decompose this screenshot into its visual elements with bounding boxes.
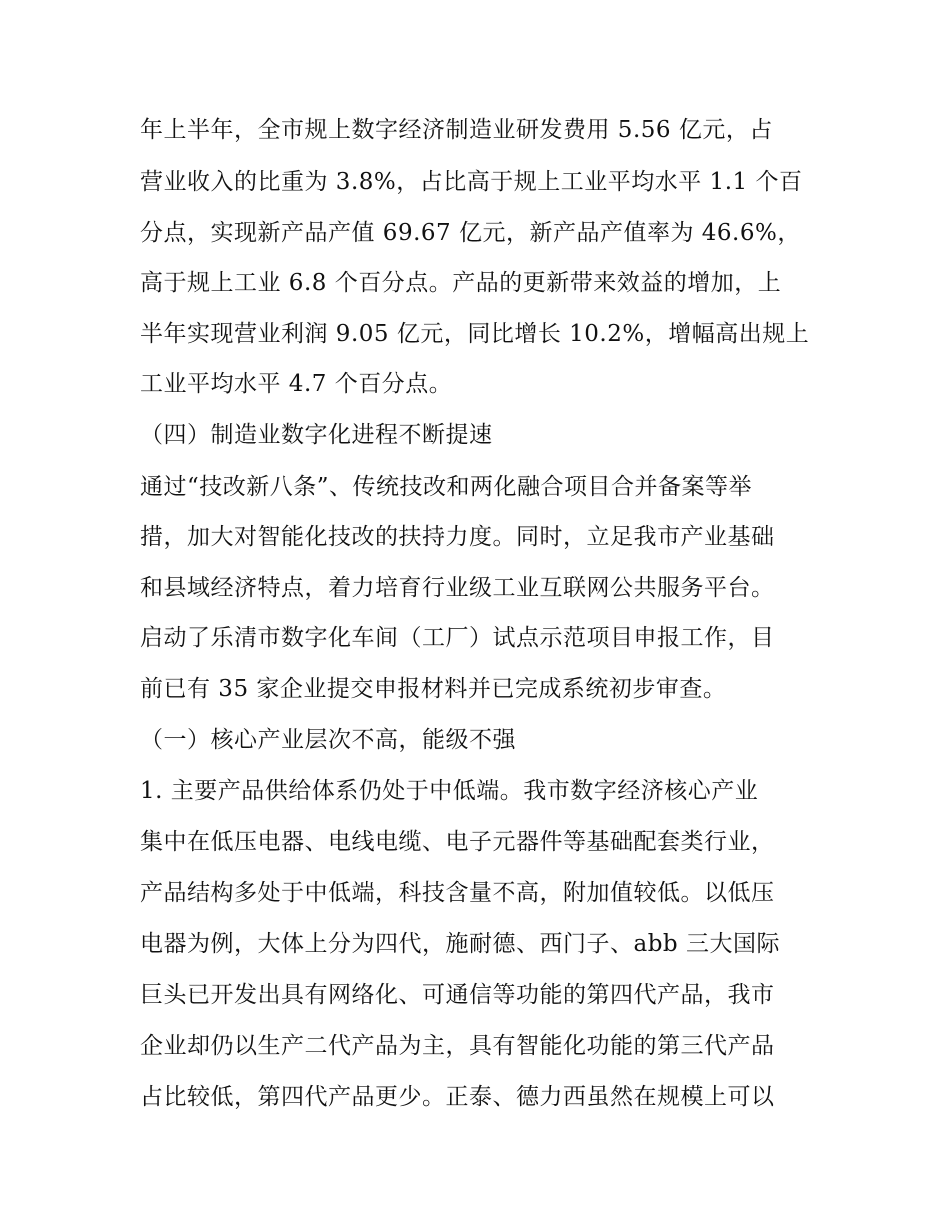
paragraph-line: 前已有 35 家企业提交申报材料并已完成系统初步审查。 <box>140 676 727 702</box>
paragraph-line: 电器为例，大体上分为四代，施耐德、西门子、abb 三大国际 <box>140 931 780 957</box>
paragraph-line: 和县域经济特点，着力培育行业级工业互联网公共服务平台。 <box>140 575 775 601</box>
paragraph-line: 集中在低压电器、电线电缆、电子元器件等基础配套类行业， <box>140 829 775 855</box>
paragraph-line: 启动了乐清市数字化车间（工厂）试点示范项目申报工作，目 <box>140 625 775 651</box>
paragraph-line: 巨头已开发出具有网络化、可通信等功能的第四代产品，我市 <box>140 982 775 1008</box>
section-heading: （一）核心产业层次不高，能级不强 <box>140 727 516 753</box>
paragraph-line: 企业却仍以生产二代产品为主，具有智能化功能的第三代产品 <box>140 1033 775 1059</box>
paragraph-line: 年上半年，全市规上数字经济制造业研发费用 5.56 亿元，占 <box>140 117 773 143</box>
paragraph-line: 工业平均水平 4.7 个百分点。 <box>140 371 453 397</box>
paragraph-line: 产品结构多处于中低端，科技含量不高，附加值较低。以低压 <box>140 880 775 906</box>
paragraph-line: 营业收入的比重为 3.8%，占比高于规上工业平均水平 1.1 个百 <box>140 169 803 195</box>
paragraph-line: 占比较低，第四代产品更少。正泰、德力西虽然在规模上可以 <box>140 1084 775 1110</box>
paragraph-line: 高于规上工业 6.8 个百分点。产品的更新带来效益的增加，上 <box>140 270 782 296</box>
section-heading: （四）制造业数字化进程不断提速 <box>140 422 493 448</box>
paragraph-line: 半年实现营业利润 9.05 亿元，同比增长 10.2%，增幅高出规上 <box>140 321 810 347</box>
paragraph-line: 分点，实现新产品产值 69.67 亿元，新产品产值率为 46.6%， <box>140 220 801 246</box>
paragraph-line: 措，加大对智能化技改的扶持力度。同时，立足我市产业基础 <box>140 524 775 550</box>
paragraph-line: 通过“技改新八条”、传统技改和两化融合项目合并备案等举 <box>140 474 753 500</box>
numbered-item-line: 1. 主要产品供给体系仍处于中低端。我市数字经济核心产业 <box>140 778 759 804</box>
